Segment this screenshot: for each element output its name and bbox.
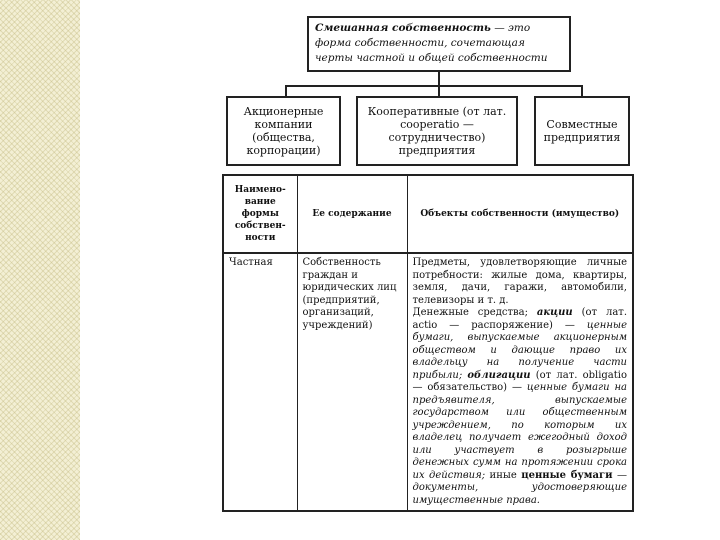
mixed-ownership-definition bbox=[307, 16, 571, 72]
category-joint-stock bbox=[226, 96, 341, 166]
table-row bbox=[223, 253, 633, 511]
bonds-etymology: (от лат. obligatio — обязательство) — bbox=[412, 369, 627, 393]
shares-etymology: (от лат. actio — распоряжение) — bbox=[412, 307, 628, 331]
connector-stem bbox=[438, 72, 440, 86]
term-shares: акции bbox=[536, 307, 573, 318]
shares-definition: ценные бумаги, выпускаемые акционерным обществом и дающие право их владельцу на получение части прибыли; bbox=[412, 319, 627, 381]
header-objects: Объекты собственности (имущество) bbox=[407, 175, 633, 253]
cell-objects bbox=[407, 253, 633, 511]
term-securities: ценные бумаги bbox=[521, 469, 613, 481]
other-prefix: иные bbox=[485, 469, 522, 481]
definition-term: Смешанная собственность bbox=[315, 22, 491, 34]
category-joint-venture bbox=[534, 96, 630, 166]
table-header-row bbox=[223, 175, 633, 253]
connector-horizontal bbox=[285, 85, 583, 87]
category-label: Акционерные компании (общества, корпорации) bbox=[243, 105, 324, 157]
objects-money: Денежные средства; bbox=[412, 307, 537, 318]
category-label: Кооперативные (от лат. cooperatio — сотрудничество) предприятия bbox=[367, 105, 507, 157]
objects-personal-items: Предметы, удовлетворяющие личные потребности: жилые дома, квартиры, земля, дачи, гаражи, автомобили, телевизоры и т. д. bbox=[412, 257, 627, 306]
ownership-table bbox=[222, 174, 634, 512]
decorative-side-pattern bbox=[0, 0, 80, 540]
cell-form: Частная bbox=[223, 253, 297, 511]
category-label: Совместные предприятия bbox=[543, 118, 621, 144]
definition-text: — это форма собственности, сочетающая черты частной и общей собственности bbox=[315, 22, 548, 64]
cell-content: Собственность граждан и юридических лиц (предприятий, организаций, учреждений) bbox=[297, 253, 407, 511]
header-form-name: Наимено-вание формы собствен-ности bbox=[223, 175, 297, 253]
category-cooperative bbox=[356, 96, 518, 166]
securities-definition: — документы, удостоверяющие имущественные права. bbox=[412, 469, 627, 506]
bonds-definition: ценные бумаги на предъявителя, выпускаемые государством или общественным учреждением, по которым их владелец получает ежегодный доход или участвует в розыгрыше денежных сумм на протяжении срока их действия; bbox=[412, 382, 627, 481]
header-content: Ее содержание bbox=[297, 175, 407, 253]
term-bonds: облигации bbox=[467, 369, 531, 381]
